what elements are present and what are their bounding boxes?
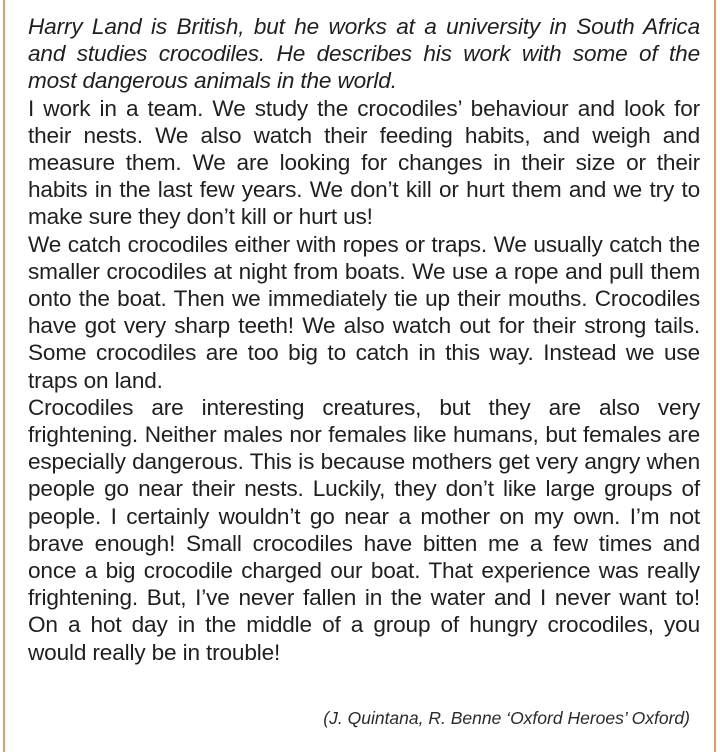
paragraph-danger: Crocodiles are interesting creatures, but they are also very frightening. Neither males nor females like humans, but females are especially dangerous. This is because mothers get very angry when people go near their nests. Luckily, they don’t like large groups of people. I certainly wouldn’t go near a mother on my own. I’m not brave enough! Small crocodiles have bitten me a few times and once a big crocodile charged our boat. That experience was really frightening. But, I’ve never fallen in the water and I never want to! On a hot day in the middle of a group of hungry crocodiles, you would really be in trouble! <box>28 394 700 665</box>
paragraph-catching: We catch crocodiles either with ropes or traps. We usually catch the smaller crocodiles at night from boats. We use a rope and pull them onto the boat. Then we immediately tie up their mouths. Crocodiles have got very sharp teeth! We also watch out for their strong tails. Some crocodiles are too big to catch in this way. Instead we use traps on land. <box>28 231 700 393</box>
article-body <box>28 13 700 666</box>
intro-paragraph: Harry Land is British, but he works at a university in South Africa and studies crocodiles. He describes his work with some of the most dangerous animals in the world. <box>28 14 700 94</box>
document-frame <box>3 0 716 752</box>
paragraph-team-work: I work in a team. We study the crocodiles’ behaviour and look for their nests. We also watch their feeding habits, and weigh and measure them. We are looking for changes in their size or their habits in the last few years. We don’t kill or hurt them and we try to make sure they don’t kill or hurt us! <box>28 95 700 230</box>
source-citation: (J. Quintana, R. Benne ‘Oxford Heroes’ Oxford) <box>323 708 690 728</box>
